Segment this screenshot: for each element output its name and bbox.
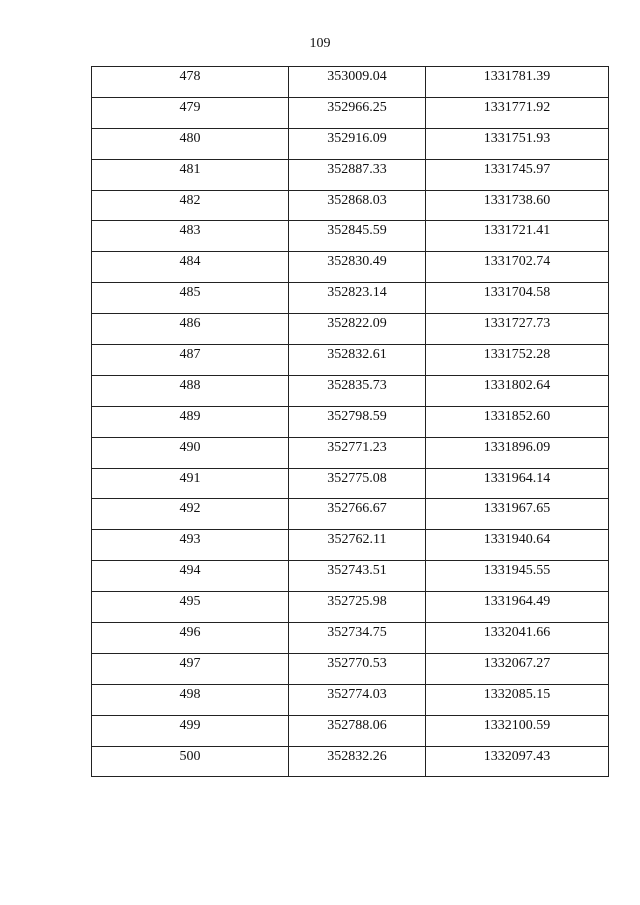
y-coordinate-cell: 1331727.73 [426,314,609,345]
point-number-cell: 500 [92,746,289,777]
point-number-cell: 491 [92,468,289,499]
y-coordinate-cell: 1331940.64 [426,530,609,561]
x-coordinate-cell: 352823.14 [289,283,426,314]
x-coordinate-cell: 352966.25 [289,97,426,128]
x-coordinate-cell: 352845.59 [289,221,426,252]
point-number-cell: 489 [92,406,289,437]
point-number-cell: 488 [92,375,289,406]
y-coordinate-cell: 1331964.49 [426,592,609,623]
table-row [92,128,609,159]
x-coordinate-cell: 353009.04 [289,67,426,98]
point-number-cell: 496 [92,623,289,654]
table-row [92,221,609,252]
y-coordinate-cell: 1331752.28 [426,345,609,376]
y-coordinate-cell: 1331745.97 [426,159,609,190]
y-coordinate-cell: 1331751.93 [426,128,609,159]
point-number-cell: 490 [92,437,289,468]
x-coordinate-cell: 352771.23 [289,437,426,468]
y-coordinate-cell: 1332097.43 [426,746,609,777]
x-coordinate-cell: 352725.98 [289,592,426,623]
point-number-cell: 478 [92,67,289,98]
x-coordinate-cell: 352832.26 [289,746,426,777]
point-number-cell: 492 [92,499,289,530]
table-row [92,159,609,190]
point-number-cell: 494 [92,561,289,592]
x-coordinate-cell: 352868.03 [289,190,426,221]
y-coordinate-cell: 1331964.14 [426,468,609,499]
y-coordinate-cell: 1331704.58 [426,283,609,314]
table-row [92,653,609,684]
x-coordinate-cell: 352774.03 [289,684,426,715]
point-number-cell: 486 [92,314,289,345]
point-number-cell: 483 [92,221,289,252]
table-row [92,252,609,283]
table-row [92,190,609,221]
y-coordinate-cell: 1331721.41 [426,221,609,252]
table-row [92,561,609,592]
y-coordinate-cell: 1331738.60 [426,190,609,221]
table-row [92,345,609,376]
x-coordinate-cell: 352766.67 [289,499,426,530]
point-number-cell: 487 [92,345,289,376]
table-row [92,684,609,715]
x-coordinate-cell: 352743.51 [289,561,426,592]
table-row [92,746,609,777]
x-coordinate-cell: 352762.11 [289,530,426,561]
x-coordinate-cell: 352798.59 [289,406,426,437]
point-number-cell: 495 [92,592,289,623]
y-coordinate-cell: 1331945.55 [426,561,609,592]
table-row [92,437,609,468]
y-coordinate-cell: 1331896.09 [426,437,609,468]
table-row [92,67,609,98]
coordinates-table-body [92,67,609,777]
x-coordinate-cell: 352770.53 [289,653,426,684]
point-number-cell: 498 [92,684,289,715]
table-row [92,623,609,654]
x-coordinate-cell: 352788.06 [289,715,426,746]
table-row [92,375,609,406]
table-row [92,499,609,530]
y-coordinate-cell: 1331702.74 [426,252,609,283]
y-coordinate-cell: 1332041.66 [426,623,609,654]
table-row [92,530,609,561]
x-coordinate-cell: 352916.09 [289,128,426,159]
point-number-cell: 485 [92,283,289,314]
table-row [92,97,609,128]
table-row [92,283,609,314]
point-number-cell: 497 [92,653,289,684]
point-number-cell: 480 [92,128,289,159]
table-row [92,468,609,499]
point-number-cell: 493 [92,530,289,561]
x-coordinate-cell: 352835.73 [289,375,426,406]
coordinates-table [91,66,609,777]
x-coordinate-cell: 352887.33 [289,159,426,190]
table-row [92,715,609,746]
y-coordinate-cell: 1332067.27 [426,653,609,684]
x-coordinate-cell: 352775.08 [289,468,426,499]
y-coordinate-cell: 1331802.64 [426,375,609,406]
y-coordinate-cell: 1332100.59 [426,715,609,746]
point-number-cell: 482 [92,190,289,221]
table-row [92,592,609,623]
x-coordinate-cell: 352734.75 [289,623,426,654]
point-number-cell: 484 [92,252,289,283]
table-row [92,314,609,345]
page-number: 109 [309,36,331,51]
table-row [92,406,609,437]
y-coordinate-cell: 1332085.15 [426,684,609,715]
y-coordinate-cell: 1331781.39 [426,67,609,98]
point-number-cell: 481 [92,159,289,190]
y-coordinate-cell: 1331771.92 [426,97,609,128]
point-number-cell: 499 [92,715,289,746]
y-coordinate-cell: 1331852.60 [426,406,609,437]
x-coordinate-cell: 352830.49 [289,252,426,283]
x-coordinate-cell: 352822.09 [289,314,426,345]
point-number-cell: 479 [92,97,289,128]
y-coordinate-cell: 1331967.65 [426,499,609,530]
x-coordinate-cell: 352832.61 [289,345,426,376]
